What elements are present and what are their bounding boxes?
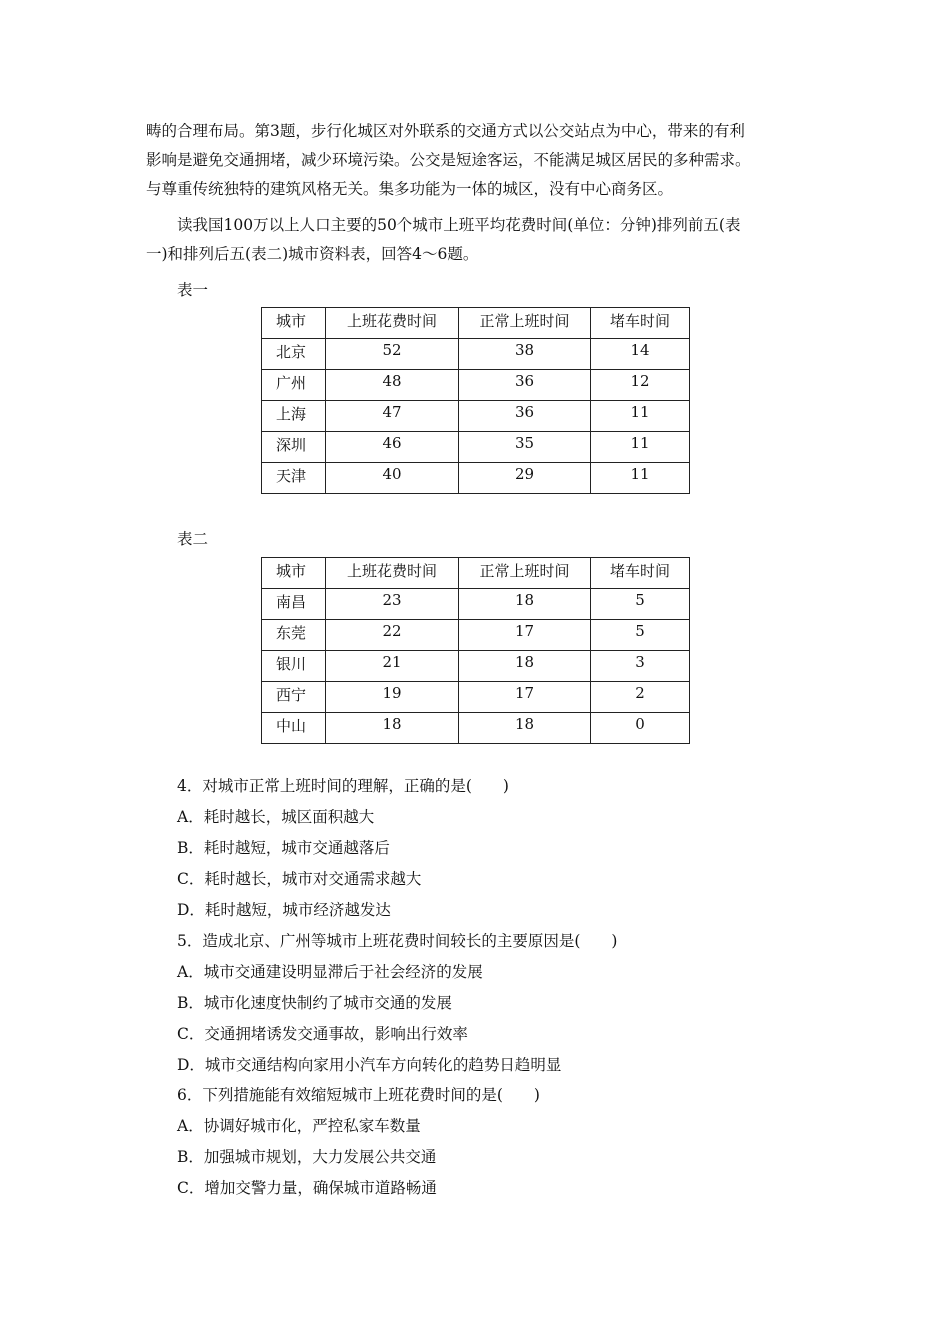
question-4-option-a: A．耗时越长，城区面积越大 bbox=[177, 808, 375, 826]
table-row bbox=[262, 339, 690, 370]
table-cell: 12 bbox=[591, 370, 690, 401]
header-cell: 堵车时间 bbox=[591, 308, 690, 339]
table-cell: 18 bbox=[459, 651, 591, 682]
table-cell: 11 bbox=[591, 401, 690, 432]
table-cell: 18 bbox=[459, 589, 591, 620]
table-cell: 3 bbox=[591, 651, 690, 682]
table-cell: 35 bbox=[459, 432, 591, 463]
question-6-option-c: C．增加交警力量，确保城市道路畅通 bbox=[177, 1179, 437, 1197]
question-5-option-a: A．城市交通建设明显滞后于社会经济的发展 bbox=[177, 963, 483, 981]
table-cell: 东莞 bbox=[262, 620, 326, 651]
table-row bbox=[262, 682, 690, 713]
table2 bbox=[261, 557, 690, 744]
header-cell: 正常上班时间 bbox=[459, 308, 591, 339]
table-row bbox=[262, 370, 690, 401]
table-cell: 11 bbox=[591, 463, 690, 494]
reading-paragraph bbox=[146, 211, 814, 269]
table-cell: 47 bbox=[326, 401, 459, 432]
header-cell: 城市 bbox=[262, 558, 326, 589]
reading-line: 读我国100万以上人口主要的50个城市上班平均花费时间(单位：分钟)排列前五(表 bbox=[177, 216, 741, 234]
table-cell: 广州 bbox=[262, 370, 326, 401]
header-cell: 上班花费时间 bbox=[326, 308, 459, 339]
table1 bbox=[261, 307, 690, 494]
table-cell: 西宁 bbox=[262, 682, 326, 713]
table-row bbox=[262, 713, 690, 744]
question-4-option-c: C．耗时越长，城市对交通需求越大 bbox=[177, 870, 422, 888]
table-cell: 0 bbox=[591, 713, 690, 744]
table-cell: 46 bbox=[326, 432, 459, 463]
question-6-stem: 6．下列措施能有效缩短城市上班花费时间的是( ) bbox=[177, 1086, 540, 1104]
table-cell: 40 bbox=[326, 463, 459, 494]
table-cell: 5 bbox=[591, 589, 690, 620]
table-cell: 2 bbox=[591, 682, 690, 713]
table-cell: 南昌 bbox=[262, 589, 326, 620]
table-cell: 17 bbox=[459, 620, 591, 651]
question-4-stem: 4．对城市正常上班时间的理解，正确的是( ) bbox=[177, 777, 509, 795]
table-row bbox=[262, 651, 690, 682]
reading-line: 一)和排列后五(表二)城市资料表，回答4～6题。 bbox=[146, 245, 479, 263]
header-cell: 堵车时间 bbox=[591, 558, 690, 589]
table-cell: 中山 bbox=[262, 713, 326, 744]
table-header-row bbox=[262, 308, 690, 339]
table-cell: 深圳 bbox=[262, 432, 326, 463]
table-row bbox=[262, 589, 690, 620]
table-cell: 5 bbox=[591, 620, 690, 651]
header-cell: 正常上班时间 bbox=[459, 558, 591, 589]
table-cell: 14 bbox=[591, 339, 690, 370]
table-cell: 36 bbox=[459, 401, 591, 432]
table-cell: 36 bbox=[459, 370, 591, 401]
table-cell: 18 bbox=[459, 713, 591, 744]
table-cell: 22 bbox=[326, 620, 459, 651]
table-cell: 19 bbox=[326, 682, 459, 713]
intro-line: 与尊重传统独特的建筑风格无关。集多功能为一体的城区，没有中心商务区。 bbox=[146, 180, 674, 198]
table-cell: 48 bbox=[326, 370, 459, 401]
table-cell: 北京 bbox=[262, 339, 326, 370]
table-cell: 天津 bbox=[262, 463, 326, 494]
question-6-option-a: A．协调好城市化，严控私家车数量 bbox=[177, 1117, 421, 1135]
table-cell: 18 bbox=[326, 713, 459, 744]
table-cell: 银川 bbox=[262, 651, 326, 682]
intro-line: 影响是避免交通拥堵，减少环境污染。公交是短途客运，不能满足城区居民的多种需求。 bbox=[146, 151, 751, 169]
intro-line: 畴的合理布局。第3题，步行化城区对外联系的交通方式以公交站点为中心，带来的有利 bbox=[146, 122, 745, 140]
question-6-option-b: B．加强城市规划，大力发展公共交通 bbox=[177, 1148, 437, 1166]
header-cell: 上班花费时间 bbox=[326, 558, 459, 589]
table2-caption: 表二 bbox=[177, 530, 209, 548]
question-5-option-c: C．交通拥堵诱发交通事故，影响出行效率 bbox=[177, 1025, 468, 1043]
table-cell: 52 bbox=[326, 339, 459, 370]
table-header-row bbox=[262, 558, 690, 589]
table1-caption: 表一 bbox=[177, 281, 209, 299]
table-cell: 29 bbox=[459, 463, 591, 494]
question-4-option-b: B．耗时越短，城市交通越落后 bbox=[177, 839, 390, 857]
intro-paragraph bbox=[146, 117, 814, 204]
table-row bbox=[262, 463, 690, 494]
table-cell: 38 bbox=[459, 339, 591, 370]
table-cell: 11 bbox=[591, 432, 690, 463]
table-cell: 上海 bbox=[262, 401, 326, 432]
header-cell: 城市 bbox=[262, 308, 326, 339]
question-5-option-b: B．城市化速度快制约了城市交通的发展 bbox=[177, 994, 452, 1012]
question-5-stem: 5．造成北京、广州等城市上班花费时间较长的主要原因是( ) bbox=[177, 932, 618, 950]
table-row bbox=[262, 620, 690, 651]
table-cell: 23 bbox=[326, 589, 459, 620]
question-5-option-d: D．城市交通结构向家用小汽车方向转化的趋势日趋明显 bbox=[177, 1056, 562, 1074]
table-row bbox=[262, 401, 690, 432]
table-row bbox=[262, 432, 690, 463]
table-cell: 17 bbox=[459, 682, 591, 713]
question-4-option-d: D．耗时越短，城市经济越发达 bbox=[177, 901, 391, 919]
table-cell: 21 bbox=[326, 651, 459, 682]
